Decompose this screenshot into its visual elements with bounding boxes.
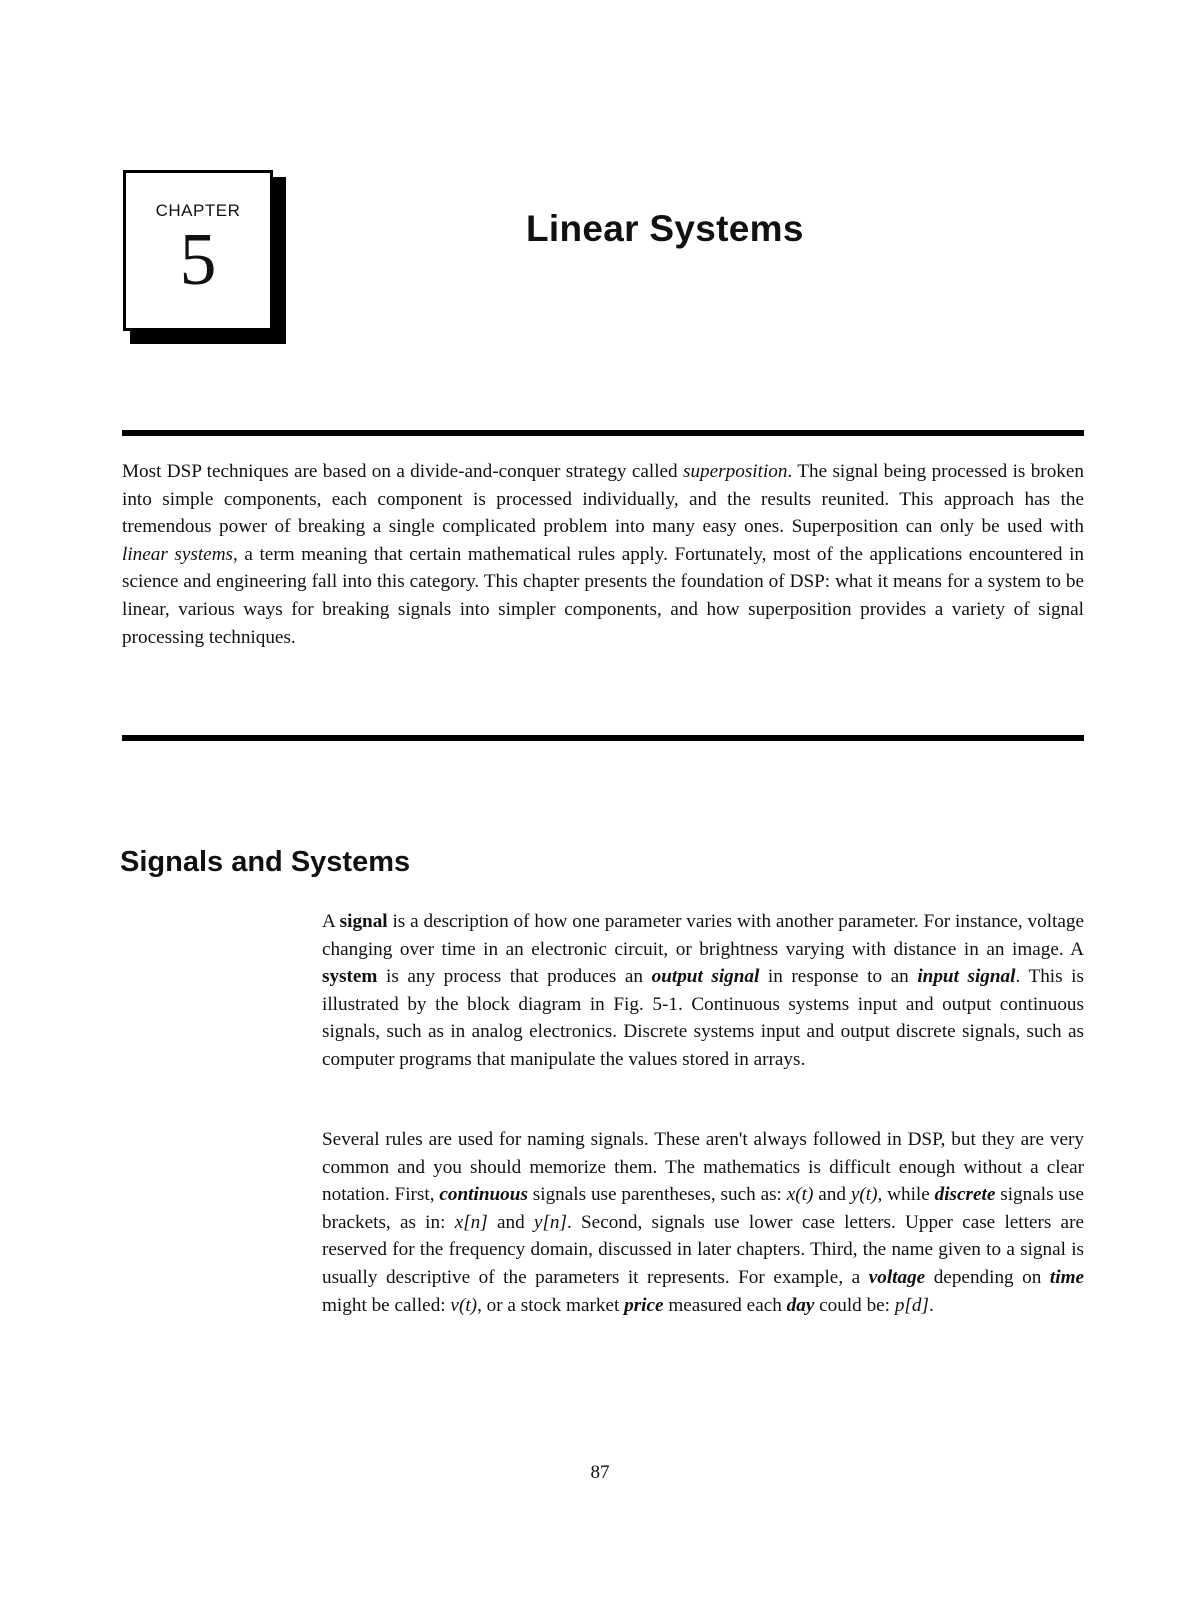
italic-term: price	[624, 1294, 664, 1316]
italic-term: output signal	[651, 966, 760, 988]
paragraph-text: signals use parentheses, such as:	[527, 1184, 787, 1206]
top-rule	[122, 430, 1084, 436]
italic-term: time	[1049, 1266, 1085, 1288]
paragraph-text: , or a stock market	[477, 1294, 625, 1316]
abstract-emphasis: linear systems	[122, 543, 234, 565]
paragraph-text: Several rules are used for naming signals. These aren't always followed in DSP, but they are very common and you should memorize them. The mathematics is difficult enough without a clear notation. First,	[322, 1129, 1084, 1206]
italic-term: day	[786, 1294, 815, 1316]
abstract-text: . The signal being processed is broken into simple components, each component is processed individually, and the results reunited. This approach has the tremendous power of breaking a single complicated problem into many easy ones. Superposition can only be used with	[122, 461, 1084, 538]
math-symbol: x[n]	[454, 1211, 488, 1233]
paragraph-text: signals use brackets, as in:	[322, 1184, 1084, 1233]
math-symbol: v(t)	[450, 1294, 478, 1316]
paragraph-text: in response to an	[759, 966, 918, 988]
paragraph-text: and	[813, 1184, 851, 1206]
paragraph-text: , while	[877, 1184, 935, 1206]
paragraph-text: could be:	[814, 1294, 895, 1316]
italic-term: continuous	[439, 1184, 528, 1206]
bold-term: system	[322, 966, 378, 988]
chapter-abstract	[122, 458, 1084, 651]
abstract-text: , a term meaning that certain mathematical rules apply. Fortunately, most of the applications encountered in science and engineering fall into this category. This chapter presents the foundation of DSP: what it means for a system to be linear, various ways for breaking signals into simpler components, and how superposition provides a variety of signal processing techniques.	[122, 543, 1084, 648]
page-number: 87	[590, 1462, 610, 1483]
math-symbol: p[d]	[894, 1294, 929, 1316]
paragraph-text: is any process that produces an	[377, 966, 652, 988]
paragraph-text: might be called:	[322, 1294, 451, 1316]
paragraph-text: .	[928, 1294, 934, 1316]
bottom-rule	[122, 735, 1084, 741]
paragraph-text: is a description of how one parameter varies with another parameter. For instance, voltage changing over time in an electronic circuit, or brightness varying with distance in an image. A	[322, 911, 1084, 960]
abstract-emphasis: superposition	[683, 461, 788, 482]
math-symbol: y(t)	[850, 1184, 878, 1206]
paragraph-text: A	[322, 911, 340, 932]
paragraph-text: and	[487, 1211, 534, 1233]
paragraph-text: . Second, signals use lower case letters. Upper case letters are reserved for the frequency domain, discussed in later chapters. Third, the name given to a signal is usually descriptive of the parameters it represents. For example, a	[322, 1211, 1084, 1288]
paragraph-text: depending on	[925, 1266, 1050, 1288]
math-symbol: x(t)	[786, 1184, 814, 1206]
paragraph-text: measured each	[663, 1294, 787, 1316]
chapter-label: CHAPTER	[155, 201, 241, 220]
chapter-box	[123, 170, 273, 331]
chapter-number: 5	[179, 219, 217, 301]
body-paragraph-2	[322, 1126, 1084, 1319]
body-paragraph-1	[322, 908, 1084, 1074]
abstract-text: Most DSP techniques are based on a divide-and-conquer strategy called	[122, 461, 683, 482]
italic-term: discrete	[934, 1184, 996, 1206]
math-symbol: y[n]	[533, 1211, 567, 1233]
italic-term: voltage	[868, 1266, 926, 1288]
italic-term: input signal	[917, 966, 1016, 988]
paragraph-text: . This is illustrated by the block diagram in Fig. 5-1. Continuous systems input and output continuous signals, such as in analog electronics. Discrete systems input and output discrete signals, such as computer programs that manipulate the values stored in arrays.	[322, 966, 1084, 1070]
chapter-title: Linear Systems	[526, 208, 804, 249]
section-heading: Signals and Systems	[120, 846, 411, 878]
bold-term: signal	[339, 911, 388, 932]
